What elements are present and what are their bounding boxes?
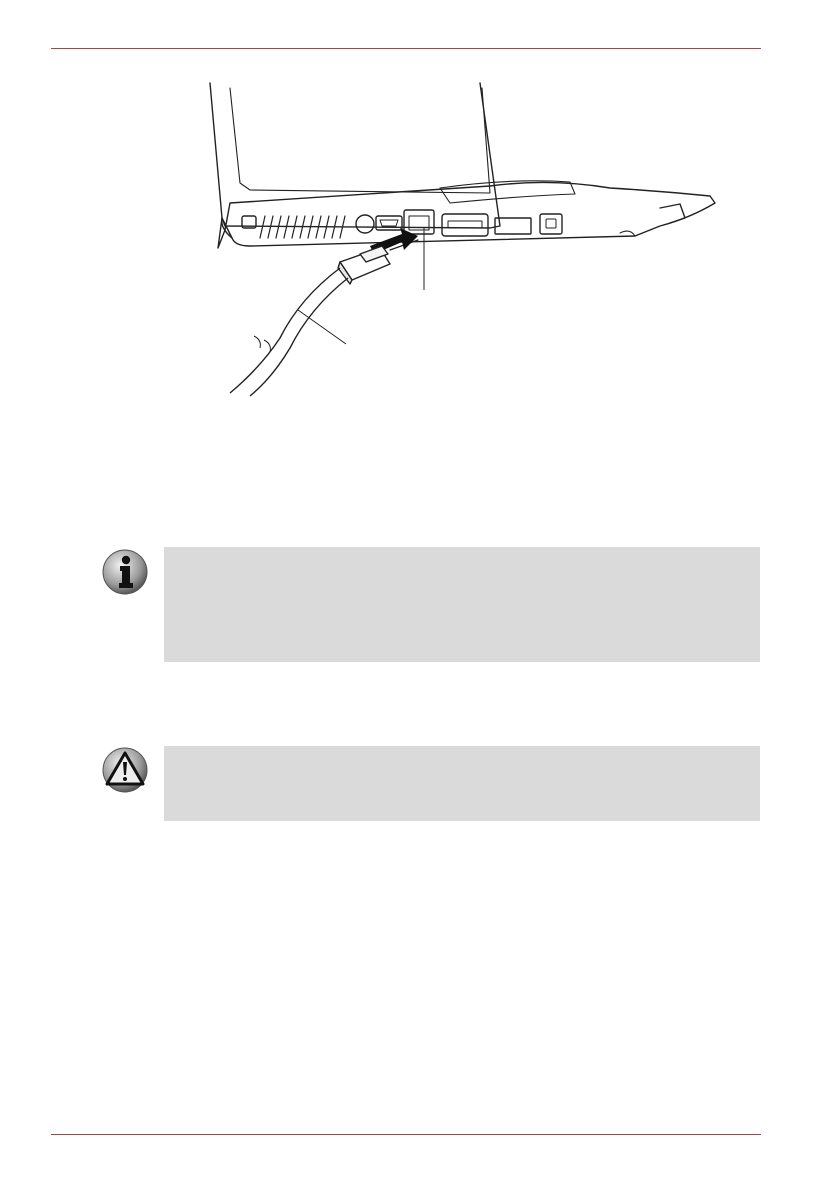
header-rule [51,48,761,49]
footer-rule [51,1134,761,1135]
lan-cable-illustration [190,78,730,398]
caution-note-box [164,746,760,821]
info-icon [101,548,149,596]
caution-icon [101,746,149,794]
info-note-box [164,547,760,662]
